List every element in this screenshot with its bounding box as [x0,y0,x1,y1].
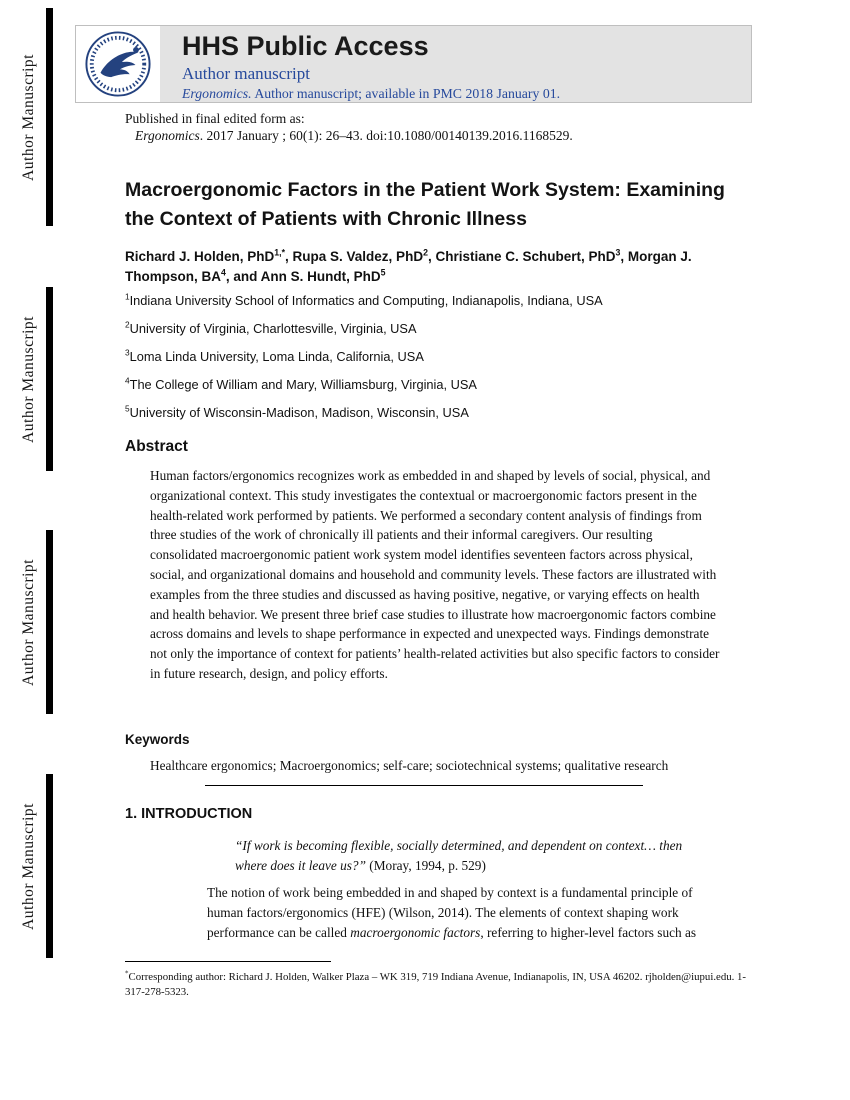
introduction-heading: 1. INTRODUCTION [125,806,253,822]
author: Richard J. Holden, PhD$^{1,*}$, [125,247,293,264]
author: Rupa S. Valdez, PhD$^2$, [292,247,436,264]
author-superscript: 1,* [274,247,286,258]
epigraph-quote [235,836,705,876]
affiliation: $^5$University of Wisconsin-Madison, Madison, Wisconsin, USA [125,403,469,420]
quote-text: “If work is becoming flexible, socially determined, and dependent on context… then where does it leave us?” [235,838,683,873]
hhs-eagle-logo-icon [84,30,152,98]
abstract-heading: Abstract [125,438,188,455]
hhs-logo [76,26,160,102]
citation-rest: . 2017 January ; 60(1): 26–43. doi:10.1080/00140139.2016.1168529. [199,128,573,143]
affiliation: $^2$University of Virginia, Charlottesville, Virginia, USA [125,319,417,336]
quote-attribution: (Moray, 1994, p. 529) [365,858,486,873]
watermark-bar [46,774,53,958]
author-manuscript-watermark [20,287,53,471]
watermark-text: Author Manuscript [20,558,37,686]
published-lead: Published in final edited form as: [125,111,305,126]
watermark-text: Author Manuscript [20,315,37,443]
affiliation: $^1$Indiana University School of Informatics and Computing, Indianapolis, Indiana, USA [125,291,603,308]
watermark-bar [46,8,53,226]
watermark-text: Author Manuscript [20,802,37,930]
footnote-divider [125,961,331,962]
author-superscript: 5 [380,267,386,278]
author: Morgan J. Thompson, $BA^4$, and [125,249,692,284]
keywords-text: Healthcare ergonomics; Macroergonomics; self-care; sociotechnical systems; qualitative research [150,758,669,773]
author: Christiane C. Schubert, PhD$^3$, [435,247,628,264]
emphasized-term: macroergonomic factors [350,924,481,940]
author-list [125,247,743,287]
watermark-bar [46,287,53,471]
hhs-banner [75,25,752,103]
watermark-bar [46,530,53,714]
corresponding-author-footnote [125,970,750,999]
journal-name: Ergonomics [135,128,200,143]
abstract-text: Human factors/ergonomics recognizes work as embedded in and shaped by levels of social, physical, and organizational context. This study investigates the contextual or macroergonomic factors present in the health-related work performed by patients. We performed a secondary content analysis of findings from three studies of the work of chronically ill patients and their informal caregivers. Our resulting consolidated macroergonomic patient work system model identifies seventeen factors across physical, social, and organizational domains and household and community levels. These factors are illustrated with examples from the three studies and discussed as having positive, negative, or varying effects on health and health behavior. We present three brief case studies to illustrate how macroergonomic factors combine across domains and levels to shape performance in expected and unexpected ways. Findings demonstrate not only the importance of context for patients’ health-related activities but also specific factors to consider in future research, design, and policy efforts. [150,468,720,681]
watermark-text: Author Manuscript [20,53,37,181]
article-title: Macroergonomic Factors in the Patient Work System: Examining the Context of Patients with Chronic Illness [125,179,725,230]
author-superscript: 2 [423,247,428,258]
footnote-marker: * [125,969,129,978]
intro-paragraph: The notion of work being embedded in and shaped by context is a fundamental principle of human factors/ergonomics (HFE) (Wilson, 2014). The elements of context shaping work performance can be called macroergonomic factors, referring to higher-level factors such as [207,885,697,940]
banner-title: HHS Public Access [182,31,429,61]
author-superscript: 4 [221,267,226,278]
author: Ann S. Hundt, PhD$^5$ [260,267,386,284]
section-divider [205,785,643,786]
affiliation: $^3$Loma Linda University, Loma Linda, California, USA [125,347,424,364]
affiliation: $^4$The College of William and Mary, Williamsburg, Virginia, USA [125,375,477,392]
banner-citation-journal: Ergonomics. [182,86,252,101]
author-superscript: 3 [615,247,621,258]
published-citation [135,127,573,144]
footnote-text: Corresponding author: Richard J. Holden, Walker Plaza – WK 319, 719 Indiana Avenue, Indianapolis, IN, USA 46202. rjholden@iupui.edu. 1-317-278-5323. [125,971,747,998]
author-manuscript-watermark [20,530,53,714]
banner-citation-link[interactable] [182,86,560,102]
banner-subtitle: Author manuscript [182,64,310,83]
banner-text [160,26,560,102]
author-manuscript-watermark [20,774,53,958]
published-info [125,110,573,144]
keywords-heading: Keywords [125,732,190,747]
author-manuscript-watermark [20,8,53,226]
banner-citation-rest: Author manuscript; available in PMC 2018 January 01. [251,86,561,101]
affiliation-list [125,292,745,432]
